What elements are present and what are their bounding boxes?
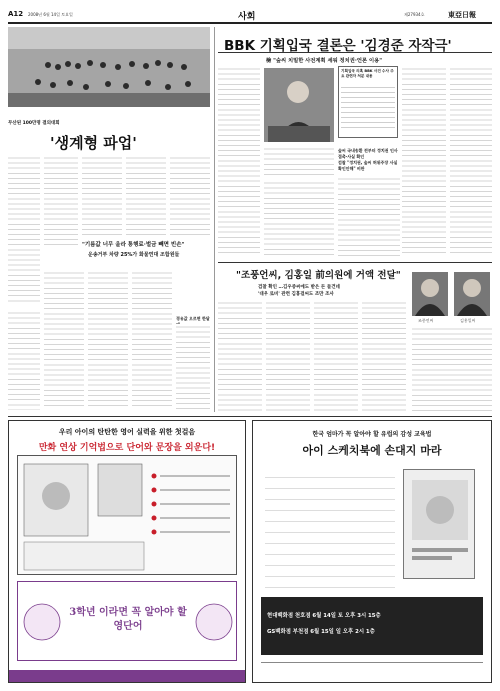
left-subhead: 경유값 오르면 한달 bbox=[176, 316, 210, 321]
ad-right-topline: 한국 엄마가 꼭 알아야 할 유럽의 감성 교육법 bbox=[312, 431, 432, 438]
portrait-right-graphic bbox=[454, 272, 490, 316]
paper-logo: 東亞日報 bbox=[448, 10, 476, 19]
photo-caption bbox=[8, 109, 210, 127]
left-quote-box bbox=[82, 240, 210, 266]
second-head-1: 숲씨 국내송환 전부터 정치권 인사 접촉·사실 확인 bbox=[338, 148, 398, 159]
ad-left-banner bbox=[17, 581, 237, 661]
ad-left-footer bbox=[9, 670, 245, 682]
ad-right-bullets bbox=[265, 471, 395, 591]
ad-left-topline: 우리 아이의 탄탄한 영어 실력을 위한 첫걸음 bbox=[58, 428, 196, 436]
left-col-1b bbox=[8, 310, 40, 410]
right-col-3 bbox=[314, 300, 358, 412]
quote-line-2: 운송거부 차량 25%가 화물연대 조합원들 bbox=[88, 252, 180, 258]
lead-col-1 bbox=[218, 66, 260, 256]
portrait-photo-right bbox=[454, 272, 490, 316]
photo-caption-title: 무산된 100만명 결의대회 bbox=[8, 121, 60, 126]
right-col-1 bbox=[218, 300, 262, 412]
right-subheads bbox=[258, 284, 438, 298]
left-col-3 bbox=[82, 155, 122, 235]
right-headline: "조풍언씨, 김홍일 前의원에 거액 전달" bbox=[236, 270, 401, 281]
column-divider bbox=[214, 27, 215, 412]
portrait-left-graphic bbox=[412, 272, 448, 316]
ads-top-rule bbox=[8, 416, 492, 417]
page-header bbox=[8, 8, 492, 22]
ad-left-headline: 만화 연상 기억법으로 단어와 문장을 외운다! bbox=[38, 443, 216, 453]
left-col-7 bbox=[88, 270, 128, 410]
lead-rule bbox=[218, 52, 492, 53]
section-title: 사회 bbox=[238, 12, 256, 22]
portrait-photo-left bbox=[412, 272, 448, 316]
lead-col-4 bbox=[450, 66, 492, 256]
right-col-2 bbox=[266, 300, 310, 412]
right-subhead-2: '대우 로비' 관련 김홍걸씨도 조만 조사 bbox=[258, 292, 334, 297]
info-box-title: 기획입국 의혹 BBK 사건 수사 주요 관련자 처분 내용 bbox=[341, 69, 394, 78]
left-col-1 bbox=[8, 155, 40, 305]
right-col-5 bbox=[412, 326, 492, 412]
second-head-2: 검찰 "정치권, 숲씨 허위주장 사실 확인안해" 비판 bbox=[338, 160, 398, 171]
lead-col-2 bbox=[264, 146, 334, 176]
lead-info-box bbox=[338, 66, 398, 138]
crowd-photo-graphic bbox=[8, 27, 210, 107]
portrait-label-left: 조풍언씨 bbox=[418, 318, 434, 323]
ad-left bbox=[8, 420, 246, 683]
portrait-label-right: 김홍일씨 bbox=[460, 318, 476, 323]
right-subhead-1: 검찰 확인 …김우중씨에도 받은 돈 들건네 bbox=[258, 285, 340, 290]
page-number: A12 bbox=[8, 10, 24, 18]
lead-col-3 bbox=[402, 66, 446, 256]
lead-bottom-rule bbox=[218, 262, 492, 263]
lead-col-5 bbox=[264, 180, 334, 256]
ad-right-book-cover bbox=[403, 469, 475, 579]
right-col-4 bbox=[362, 300, 406, 412]
lead-col-6 bbox=[338, 176, 400, 256]
left-headline: '생계형 파업' bbox=[50, 134, 137, 152]
left-col-5 bbox=[170, 155, 210, 235]
ad-left-book-area bbox=[17, 455, 237, 575]
prosecutor-photo-graphic bbox=[264, 68, 334, 142]
book-cover-graphic bbox=[404, 470, 476, 580]
left-col-8 bbox=[132, 270, 172, 410]
ad-left-book-illustration bbox=[18, 456, 238, 576]
protest-photo bbox=[8, 27, 210, 107]
header-date: 2008년 6월 14일 토요일 bbox=[28, 12, 73, 17]
lead-headline: BBK 기획입국 결론은 '김경준 자작극' bbox=[224, 38, 452, 54]
ad-event-line-1: 현대백화점 천호점 6월 14일 토 오후 3시 15층 bbox=[267, 613, 381, 619]
lead-second-head bbox=[338, 148, 400, 172]
left-col-2 bbox=[44, 155, 78, 245]
header-rule bbox=[8, 22, 492, 24]
left-col-4 bbox=[126, 155, 166, 235]
issue-number: 제27934호 bbox=[404, 12, 425, 17]
info-box-table bbox=[341, 83, 395, 131]
quote-line-1: "기름값 너무 올라 통행료·벌금 빼면 빈손" bbox=[82, 242, 185, 248]
left-col-9 bbox=[176, 324, 210, 410]
ad-right-event-box bbox=[261, 597, 483, 655]
prosecutor-photo bbox=[264, 68, 334, 142]
ad-right-headline: 아이 스케치북에 손대지 마라 bbox=[302, 444, 442, 457]
lead-subhead: 檢 "숲씨 치밀한 사전계획 세워 정치권·언론 이용" bbox=[266, 58, 382, 64]
ad-left-banner-text: 3학년 이라면 꼭 알아야 할 영단어 bbox=[69, 607, 187, 632]
left-col-6 bbox=[44, 270, 84, 410]
ad-right-footer bbox=[261, 662, 483, 674]
ad-right bbox=[252, 420, 492, 683]
ad-event-line-2: GS백화점 부천점 6월 15일 일 오후 2시 1층 bbox=[267, 629, 375, 635]
